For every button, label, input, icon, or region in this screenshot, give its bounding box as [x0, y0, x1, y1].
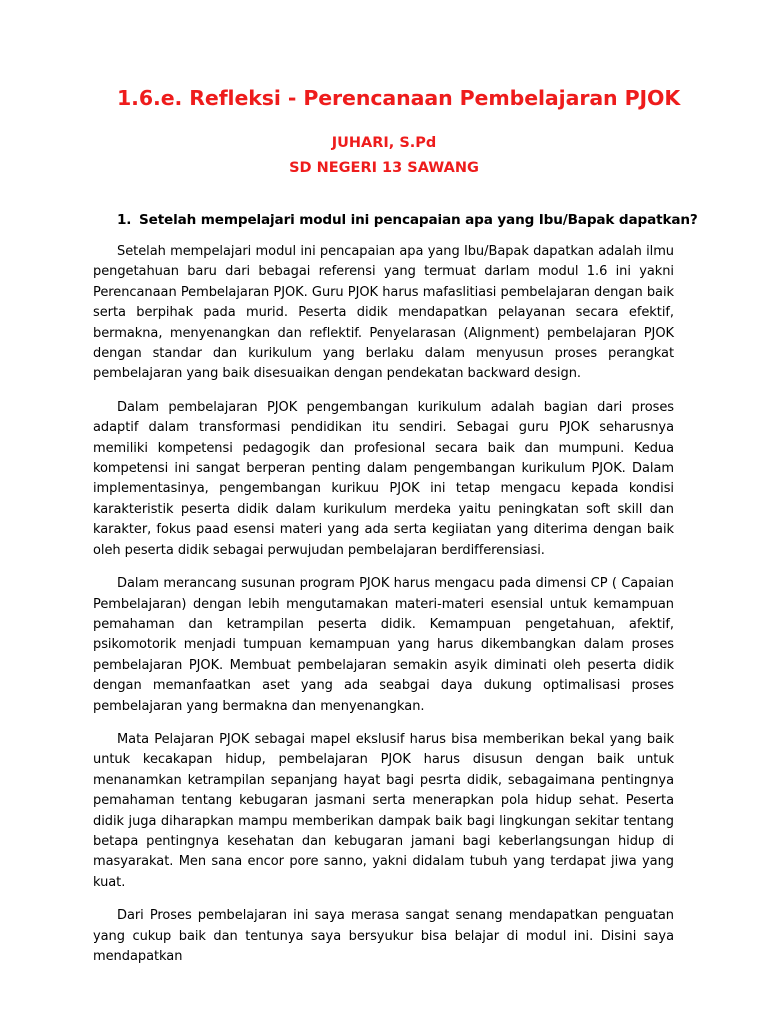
- answer-body: [93, 242, 674, 980]
- paragraph: Setelah mempelajari modul ini pencapaian apa yang Ibu/Bapak dapatkan adalah ilmu pengetahuan baru dari bebagai referensi yang termuat darlam modul 1.6 ini yakni Perencanaan Pembelajaran PJOK. Guru PJOK harus mafaslitiasi pembelajaran dengan baik serta berpihak pada murid. Peserta didik mendapatkan pelayanan secara efektif, bermakna, menyenangkan dan reflektif. Penyelarasan (Alignment) pembelajaran PJOK dengan standar dan kurikulum yang berlaku dalam menyusun proses perangkat pembelajaran yang baik disesuaikan dengan pendekatan backward design.: [93, 244, 674, 382]
- author-name: JUHARI, S.Pd: [331, 135, 437, 151]
- question-number: 1.: [117, 212, 132, 228]
- paragraph: Mata Pelajaran PJOK sebagai mapel ekslusif harus bisa memberikan bekal yang baik untuk kecakapan hidup, pembelajaran PJOK harus disusun dengan baik untuk menanamkan ketrampilan sepanjang hayat bagi pesrta didik, sebagaimana pentingnya pemahaman tentang kebugaran jasmani serta menerapkan pola hidup sehat. Peserta didik juga diharapkan mampu memberikan dampak baik bagi lingkungan sekitar tentang betapa pentingnya kesehatan dan kebugaran jamani bagi keberlangsungan hidup di masyarakat. Men sana encor pore sanno, yakni didalam tubuh yang terdapat jiwa yang kuat.: [93, 731, 674, 890]
- paragraph: Dalam merancang susunan program PJOK harus mengacu pada dimensi CP ( Capaian Pembelajaran) dengan lebih mengutamakan materi-materi esensial untuk kemampuan pemahaman dan ketrampilan peserta didik. Kemampuan pengetahuan, afektif, psikomotorik menjadi tumpuan kemampuan yang harus dikembangkan dalam proses pembelajaran PJOK. Membuat pembelajaran semakin asyik diminati oleh peserta didik dengan memanfaatkan aset yang ada seabgai daya dukung optimalisasi proses pembelajaran yang bermakna dan menyenangkan.: [93, 576, 674, 714]
- paragraph: Dari Proses pembelajaran ini saya merasa sangat senang mendapatkan penguatan yang cukup baik dan tentunya saya bersyukur bisa belajar di modul ini. Disini saya mendapatkan: [93, 908, 674, 964]
- question-text: Setelah mempelajari modul ini pencapaian apa yang Ibu/Bapak dapatkan?: [139, 212, 698, 228]
- question-heading: [117, 212, 698, 228]
- paragraph: Dalam pembelajaran PJOK pengembangan kurikulum adalah bagian dari proses adaptif dalam transformasi pendidikan itu sendiri. Sebagai guru PJOK seharusnya memiliki kompetensi pedagogik dan profesional secara baik dan mumpuni. Kedua kompetensi ini sangat berperan penting dalam pengembangan kurikulum PJOK. Dalam implementasinya, pengembangan kurikuu PJOK ini tetap mengacu kepada kondisi karakteristik peserta didik dalam kurikulum merdeka yaitu peningkatan soft skill dan karakter, fokus paad esensi materi yang ada serta kegiiatan yang diterima dengan baik oleh peserta didik sebagai perwujudan pembelajaran berdifferensiasi.: [93, 399, 674, 558]
- document-title: 1.6.e. Refleksi - Perencanaan Pembelajaran PJOK: [117, 86, 681, 110]
- school-name: SD NEGERI 13 SAWANG: [289, 160, 479, 176]
